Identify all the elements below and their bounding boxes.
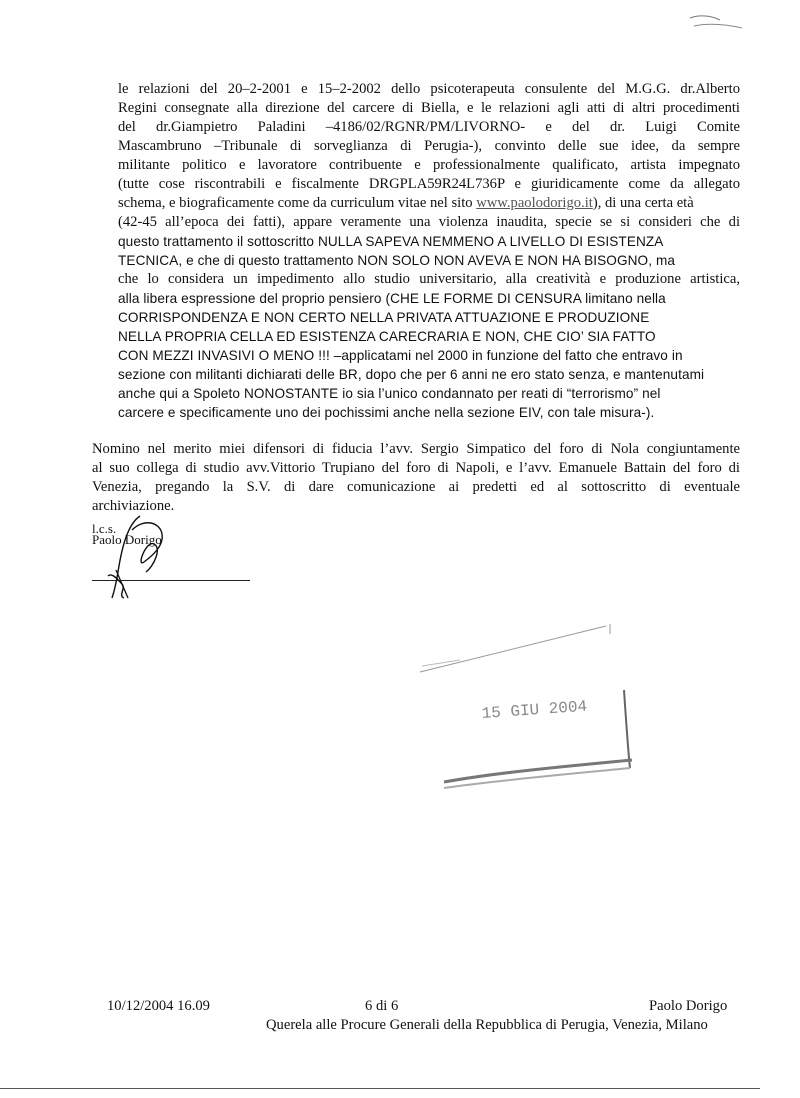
body-line-3: del dr.Giampietro Paladini –4186/02/RGNR/PM/LIVORNO- e del dr. Luigi Comite bbox=[118, 119, 740, 135]
body-line-7-end: ), di una certa età bbox=[592, 195, 694, 211]
body-line-16: sezione con militanti dichiarati delle BR, dopo che per 6 anni ne ero stato senza, e mantenutami bbox=[118, 367, 705, 382]
body-line-11: che lo considera un impedimento allo studio universitario, alla creatività e produzione artistica, bbox=[118, 271, 740, 287]
nomination-line-4: archiviazione. bbox=[92, 498, 175, 514]
body-line-6: (tutte cose riscontrabili e fiscalmente DRGPLA59R24L736P e giuridicamente come da allegato bbox=[118, 176, 740, 192]
body-line-4: Mascambruno –Tribunale di sorveglianza di Perugia-), convinto delle sue idee, da sempre bbox=[118, 138, 740, 154]
footer-document-title: Querela alle Procure Generali della Repubblica di Perugia, Venezia, Milano bbox=[266, 1017, 708, 1033]
body-line-9: questo trattamento il sottoscritto NULLA SAPEVA NEMMENO A LIVELLO DI ESISTENZA bbox=[118, 234, 664, 249]
body-line-12: alla libera espressione del proprio pensiero (CHE LE FORME DI CENSURA limitano nella bbox=[118, 291, 666, 306]
website-link[interactable]: www.paolodorigo.it bbox=[476, 195, 593, 211]
signature-line bbox=[92, 580, 250, 581]
stamp-date: 15 GIU 2004 bbox=[481, 697, 588, 723]
handwritten-signature bbox=[88, 510, 198, 600]
corner-pen-mark bbox=[686, 8, 746, 32]
body-line-7-start: schema, e biograficamente come da curriculum vitae nel sito bbox=[118, 195, 477, 211]
body-line-1: le relazioni del 20–2-2001 e 15–2-2002 dello psicoterapeuta consulente del M.G.G. dr.Alberto bbox=[118, 81, 740, 97]
body-line-15: CON MEZZI INVASIVI O MENO !!! –applicatami nel 2000 in funzione del fatto che entravo in bbox=[118, 348, 683, 363]
nomination-line-3: Venezia, pregando la S.V. di dare comunicazione ai predetti ed al sottoscritto di eventuale bbox=[92, 479, 740, 495]
received-stamp bbox=[410, 620, 650, 800]
signature-lcs: l.c.s. bbox=[92, 521, 117, 536]
body-line-14: NELLA PROPRIA CELLA ED ESISTENZA CARECRARIA E NON, CHE CIO’ SIA FATTO bbox=[118, 329, 656, 344]
body-line-13: CORRISPONDENZA E NON CERTO NELLA PRIVATA ATTUAZIONE E PRODUZIONE bbox=[118, 310, 650, 325]
nomination-line-1: Nomino nel merito miei difensori di fiducia l’avv. Sergio Simpatico del foro di Nola congiuntamente bbox=[92, 441, 740, 457]
footer-page-number: 6 di 6 bbox=[365, 998, 399, 1014]
body-line-5: militante politico e lavoratore contribuente e professionalmente qualificato, artista impegnato bbox=[118, 157, 740, 173]
body-line-2: Regini consegnate alla direzione del carcere di Biella, e le relazioni agli atti di altri procedimenti bbox=[118, 100, 740, 116]
body-line-17: anche qui a Spoleto NONOSTANTE io sia l’unico condannato per reati di “terrorismo” nel bbox=[118, 386, 661, 401]
nomination-line-2: al suo collega di studio avv.Vittorio Trupiano del foro di Napoli, e l’avv. Emanuele Battain del foro di bbox=[92, 460, 740, 476]
bottom-rule bbox=[0, 1088, 760, 1089]
body-line-7 bbox=[118, 194, 740, 213]
body-line-18: carcere e specificamente uno dei pochissimi anche nella sezione EIV, con tale misura-). bbox=[118, 405, 655, 420]
body-line-8: (42-45 all’epoca dei fatti), appare veramente una violenza inaudita, specie se si consideri che di bbox=[118, 214, 740, 230]
signature-name: Paolo Dorigo bbox=[92, 532, 162, 547]
footer-author: Paolo Dorigo bbox=[649, 998, 728, 1014]
body-line-10: TECNICA, e che di questo trattamento NON SOLO NON AVEVA E NON HA BISOGNO, ma bbox=[118, 253, 676, 268]
footer-datetime: 10/12/2004 16.09 bbox=[107, 998, 210, 1014]
